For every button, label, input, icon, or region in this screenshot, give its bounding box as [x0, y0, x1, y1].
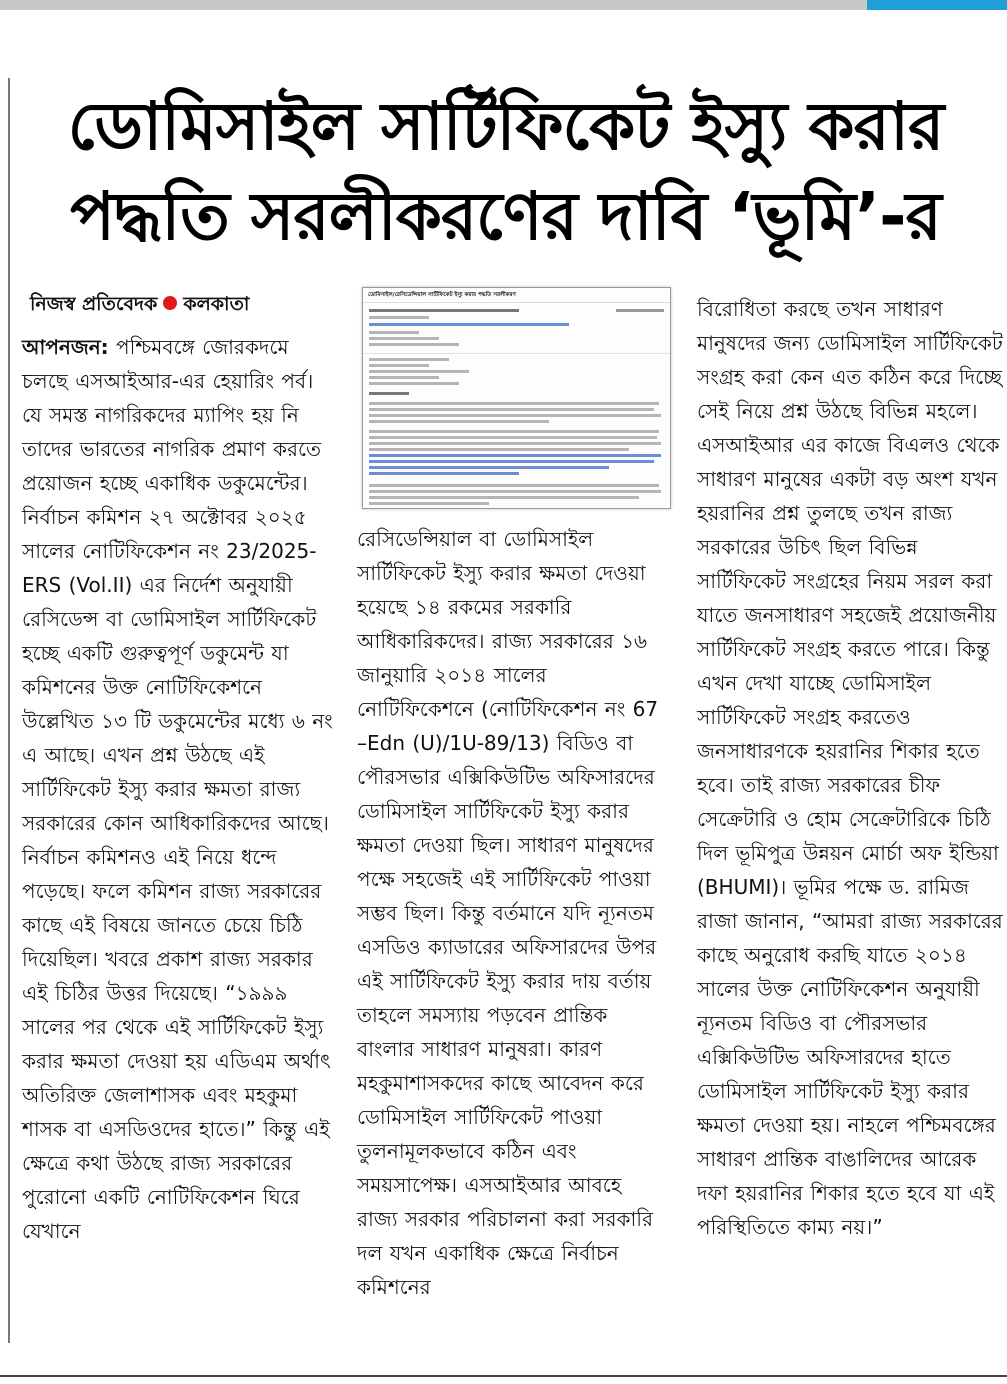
byline-location: কলকাতা — [183, 293, 250, 315]
top-bar — [0, 0, 1007, 10]
byline-reporter: নিজস্ব প্রতিবেদক — [30, 293, 158, 315]
email-date-line — [616, 309, 664, 312]
article-column-3: বিরোধিতা করছে তখন সাধারণ মানুষদের জন্য ডোমিসাইল সার্টিফিকেট সংগ্রহ করা কেন এত কঠিন করে দিচ্ছে সেই নিয়ে প্রশ্ন উঠছে বিভিন্ন মহলে। এসআইআর এর কাজে বিএলও থেকে সাধারণ মানুষের একটা বড় অংশ যখন হয়রানির প্রশ্ন তুলছে তখন রাজ্য সরকারের উচিৎ ছিল বিভিন্ন সার্টিফিকেট সংগ্রহের নিয়ম সরল করা যাতে জনসাধারণ সহজেই প্রয়োজনীয় সার্টিফিকেট সংগ্রহ করতে পারে। কিন্তু এখন দেখা যাচ্ছে ডোমিসাইল সার্টিফিকেট সংগ্রহ করতেও জনসাধারণকে হয়রানির শিকার হতে হবে। তাই রাজ্য সরকারের চীফ সেক্রেটারি ও হোম সেক্রেটারিকে চিঠি দিল ভূমিপুত্র উন্নয়ন মোর্চা অফ ইন্ডিয়া (BHUMI)। ভূমির পক্ষে ড. রামিজ রাজা জানান, “আমরা রাজ্য সরকারের কাছে অনুরোধ করছি যাতে ২০১৪ সালের উক্ত নোটিফিকেশন অনুযায়ী ন্যূনতম বিডিও বা পৌরসভার এক্সিকিউটিভ অফিসারদের হাতে ডোমিসাইল সার্টিফিকেট ইস্যু করার ক্ষমতা দেওয়া হয়। নাহলে পশ্চিমবঙ্গের সাধারণ প্রান্তিক বাঙালিদের আরেক দফা হয়রানির শিকার হতে হবে যা এই পরিস্থিতিতে কাম্য নয়।” — [697, 297, 1003, 1239]
left-column-rule — [8, 78, 10, 1343]
headline — [8, 82, 1003, 262]
headline-line-2: পদ্ধতি সরলীকরণের দাবি ‘ভূমি’-র — [70, 178, 941, 255]
article-column-1-text: পশ্চিমবঙ্গে জোরকদমে চলছে এসআইআর-এর হেয়ারিং পর্ব। যে সমস্ত নাগরিকদের ম্যাপিং হয় নি তাদের ভারতের নাগরিক প্রমাণ করতে প্রয়োজন হচ্ছে একাধিক ডকুমেন্টের। নির্বাচন কমিশন ২৭ অক্টোবর ২০২৫ সালের নোটিফিকেশন নং 23/2025-ERS (Vol.II) এর নির্দেশ অনুযায়ী রেসিডেন্স বা ডোমিসাইল সার্টিফিকেট হচ্ছে একটি গুরুত্বপূর্ণ ডকুমেন্ট যা কমিশনের উক্ত নোটিফিকেশনে উল্লেখিত ১৩ টি ডকুমেন্টের মধ্যে ৬ নং এ আছে। এখন প্রশ্ন উঠছে এই সার্টিফিকেট ইস্যু করার ক্ষমতা রাজ্য সরকারের কোন আধিকারিকদের আছে। নির্বাচন কমিশনও এই নিয়ে ধন্দে পড়েছে। ফলে কমিশন রাজ্য সরকারের কাছে এই বিষয়ে জানতে চেয়ে চিঠি দিয়েছিল। খবরে প্রকাশ রাজ্য সরকার এই চিঠির উত্তর দিয়েছে। “১৯৯৯ সালের পর থেকে এই সার্টিফিকেট ইস্যু করার ক্ষমতা দেওয়া হয় এডিএম অর্থাৎ অতিরিক্ত জেলাশাসক এবং মহকুমা শাসক বা এসডিওদের হাতে।” কিন্তু এই ক্ষেত্রে কথা উঠছে রাজ্য সরকারের পুরোনো একটি নোটিফিকেশন ঘিরে যেখানে — [22, 335, 333, 1243]
byline — [30, 290, 249, 322]
email-body-block — [363, 354, 670, 509]
headline-line-1: ডোমিসাইল সার্টিফিকেট ইস্যু করার — [67, 88, 944, 165]
email-screenshot-image — [362, 287, 671, 509]
email-subject: ডোমিসাইল/রেসিডেন্সিয়াল সার্টিফিকেট ইস্যু করার পদ্ধতি সরলীকরণ — [363, 288, 670, 303]
top-bar-accent — [867, 0, 1007, 10]
email-header-block — [363, 303, 670, 354]
article-column-2: রেসিডেন্সিয়াল বা ডোমিসাইল সার্টিফিকেট ইস্যু করার ক্ষমতা দেওয়া হয়েছে ১৪ রকমের সরকারি আধিকারিকদের। রাজ্য সরকারের ১৬ জানুয়ারি ২০১৪ সালের নোটিফিকেশনে (নোটিফিকেশন নং 67 –Edn (U)/1U-89/13) বিডিও বা পৌরসভার এক্সিকিউটিভ অফিসারদের ডোমিসাইল সার্টিফিকেট ইস্যু করার ক্ষমতা দেওয়া ছিল। সাধারণ মানুষদের পক্ষে সহজেই এই সার্টিফিকেট পাওয়া সম্ভব ছিল। কিন্তু বর্তমানে যদি ন্যূনতম এসডিও ক্যাডারের অফিসারদের উপর এই সার্টিফিকেট ইস্যু করার দায় বর্তায় তাহলে সমস্যায় পড়বেন প্রান্তিক বাংলার সাধারণ মানুষরা। কারণ মহকুমাশাসকদের কাছে আবেদন করে ডোমিসাইল সার্টিফিকেট পাওয়া তুলনামূলকভাবে কঠিন এবং সময়সাপেক্ষ। এসআইআর আবহে রাজ্য সরকার পরিচালনা করা সরকারি দল যখন একাধিক ক্ষেত্রে নির্বাচন কমিশনের — [357, 527, 659, 1299]
article-lead: আপনজন: — [22, 335, 109, 359]
bullet-dot-icon — [163, 296, 177, 310]
bottom-rule — [0, 1375, 1007, 1377]
article-column-1 — [22, 330, 340, 1248]
